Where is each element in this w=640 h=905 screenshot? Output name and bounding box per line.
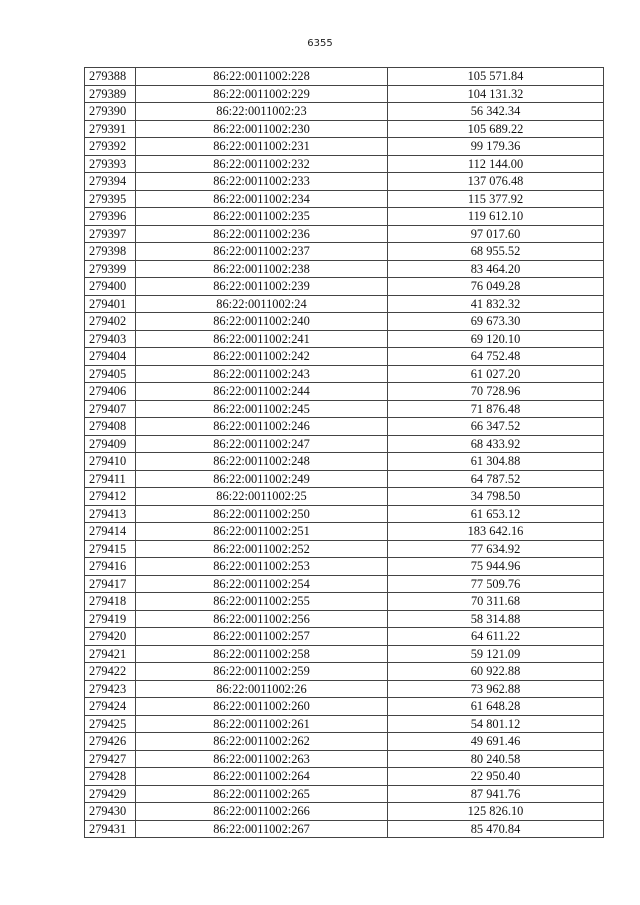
cadastral-value-cell: 87 941.76 xyxy=(388,785,604,803)
cadastral-number-cell: 86:22:0011002:230 xyxy=(136,120,388,138)
row-number-cell: 279400 xyxy=(85,278,136,296)
cadastral-number-cell: 86:22:0011002:241 xyxy=(136,330,388,348)
row-number-cell: 279392 xyxy=(85,138,136,156)
cadastral-number-cell: 86:22:0011002:251 xyxy=(136,523,388,541)
row-number-cell: 279406 xyxy=(85,383,136,401)
cadastral-value-cell: 77 509.76 xyxy=(388,575,604,593)
table-row xyxy=(85,488,604,506)
cadastral-value-cell: 73 962.88 xyxy=(388,680,604,698)
cadastral-value-cell: 61 648.28 xyxy=(388,698,604,716)
cadastral-number-cell: 86:22:0011002:262 xyxy=(136,733,388,751)
cadastral-value-cell: 59 121.09 xyxy=(388,645,604,663)
row-number-cell: 279427 xyxy=(85,750,136,768)
cadastral-number-cell: 86:22:0011002:261 xyxy=(136,715,388,733)
cadastral-value-cell: 69 120.10 xyxy=(388,330,604,348)
row-number-cell: 279430 xyxy=(85,803,136,821)
cadastral-number-cell: 86:22:0011002:245 xyxy=(136,400,388,418)
row-number-cell: 279424 xyxy=(85,698,136,716)
table-row xyxy=(85,348,604,366)
cadastral-value-cell: 115 377.92 xyxy=(388,190,604,208)
row-number-cell: 279421 xyxy=(85,645,136,663)
cadastral-value-cell: 68 955.52 xyxy=(388,243,604,261)
cadastral-value-cell: 76 049.28 xyxy=(388,278,604,296)
cadastral-number-cell: 86:22:0011002:229 xyxy=(136,85,388,103)
cadastral-number-cell: 86:22:0011002:244 xyxy=(136,383,388,401)
row-number-cell: 279407 xyxy=(85,400,136,418)
row-number-cell: 279398 xyxy=(85,243,136,261)
table-row xyxy=(85,803,604,821)
table-row xyxy=(85,260,604,278)
cadastral-value-cell: 80 240.58 xyxy=(388,750,604,768)
cadastral-number-cell: 86:22:0011002:23 xyxy=(136,103,388,121)
row-number-cell: 279410 xyxy=(85,453,136,471)
cadastral-number-cell: 86:22:0011002:26 xyxy=(136,680,388,698)
cadastral-number-cell: 86:22:0011002:266 xyxy=(136,803,388,821)
table-row xyxy=(85,820,604,838)
table-row xyxy=(85,698,604,716)
row-number-cell: 279413 xyxy=(85,505,136,523)
cadastral-number-cell: 86:22:0011002:254 xyxy=(136,575,388,593)
row-number-cell: 279394 xyxy=(85,173,136,191)
table-row xyxy=(85,663,604,681)
cadastral-number-cell: 86:22:0011002:24 xyxy=(136,295,388,313)
cadastral-value-cell: 119 612.10 xyxy=(388,208,604,226)
table-row xyxy=(85,225,604,243)
table-row xyxy=(85,453,604,471)
row-number-cell: 279414 xyxy=(85,523,136,541)
row-number-cell: 279403 xyxy=(85,330,136,348)
cadastral-number-cell: 86:22:0011002:233 xyxy=(136,173,388,191)
table-row xyxy=(85,540,604,558)
table-row xyxy=(85,155,604,173)
row-number-cell: 279431 xyxy=(85,820,136,838)
cadastral-value-cell: 66 347.52 xyxy=(388,418,604,436)
cadastral-number-cell: 86:22:0011002:242 xyxy=(136,348,388,366)
row-number-cell: 279422 xyxy=(85,663,136,681)
cadastral-number-cell: 86:22:0011002:239 xyxy=(136,278,388,296)
row-number-cell: 279397 xyxy=(85,225,136,243)
cadastral-value-cell: 61 653.12 xyxy=(388,505,604,523)
table-row xyxy=(85,208,604,226)
table-row xyxy=(85,400,604,418)
table-row xyxy=(85,610,604,628)
row-number-cell: 279416 xyxy=(85,558,136,576)
table-row xyxy=(85,120,604,138)
cadastral-number-cell: 86:22:0011002:234 xyxy=(136,190,388,208)
cadastral-number-cell: 86:22:0011002:236 xyxy=(136,225,388,243)
table-row xyxy=(85,173,604,191)
row-number-cell: 279404 xyxy=(85,348,136,366)
cadastral-value-cell: 105 689.22 xyxy=(388,120,604,138)
cadastral-number-cell: 86:22:0011002:253 xyxy=(136,558,388,576)
cadastral-number-cell: 86:22:0011002:231 xyxy=(136,138,388,156)
cadastral-value-cell: 104 131.32 xyxy=(388,85,604,103)
table-row xyxy=(85,680,604,698)
row-number-cell: 279388 xyxy=(85,68,136,86)
cadastral-number-cell: 86:22:0011002:240 xyxy=(136,313,388,331)
cadastral-value-cell: 105 571.84 xyxy=(388,68,604,86)
cadastral-number-cell: 86:22:0011002:260 xyxy=(136,698,388,716)
cadastral-value-cell: 58 314.88 xyxy=(388,610,604,628)
table-body xyxy=(85,68,604,838)
table-row xyxy=(85,523,604,541)
cadastral-value-cell: 41 832.32 xyxy=(388,295,604,313)
cadastral-value-table xyxy=(84,67,604,838)
row-number-cell: 279396 xyxy=(85,208,136,226)
cadastral-value-cell: 137 076.48 xyxy=(388,173,604,191)
cadastral-number-cell: 86:22:0011002:235 xyxy=(136,208,388,226)
cadastral-value-cell: 34 798.50 xyxy=(388,488,604,506)
cadastral-value-cell: 112 144.00 xyxy=(388,155,604,173)
cadastral-number-cell: 86:22:0011002:232 xyxy=(136,155,388,173)
table-row xyxy=(85,103,604,121)
cadastral-value-cell: 70 728.96 xyxy=(388,383,604,401)
table-row xyxy=(85,470,604,488)
cadastral-number-cell: 86:22:0011002:246 xyxy=(136,418,388,436)
row-number-cell: 279391 xyxy=(85,120,136,138)
table-row xyxy=(85,435,604,453)
cadastral-number-cell: 86:22:0011002:257 xyxy=(136,628,388,646)
cadastral-number-cell: 86:22:0011002:258 xyxy=(136,645,388,663)
cadastral-value-cell: 97 017.60 xyxy=(388,225,604,243)
table-row xyxy=(85,628,604,646)
cadastral-value-cell: 56 342.34 xyxy=(388,103,604,121)
table-row xyxy=(85,768,604,786)
cadastral-number-cell: 86:22:0011002:243 xyxy=(136,365,388,383)
row-number-cell: 279429 xyxy=(85,785,136,803)
cadastral-value-cell: 60 922.88 xyxy=(388,663,604,681)
table-row xyxy=(85,330,604,348)
table-row xyxy=(85,593,604,611)
cadastral-number-cell: 86:22:0011002:247 xyxy=(136,435,388,453)
cadastral-number-cell: 86:22:0011002:238 xyxy=(136,260,388,278)
cadastral-value-cell: 61 304.88 xyxy=(388,453,604,471)
row-number-cell: 279402 xyxy=(85,313,136,331)
row-number-cell: 279389 xyxy=(85,85,136,103)
row-number-cell: 279401 xyxy=(85,295,136,313)
cadastral-value-cell: 64 752.48 xyxy=(388,348,604,366)
cadastral-value-cell: 22 950.40 xyxy=(388,768,604,786)
cadastral-number-cell: 86:22:0011002:248 xyxy=(136,453,388,471)
row-number-cell: 279418 xyxy=(85,593,136,611)
table-row xyxy=(85,295,604,313)
cadastral-value-cell: 183 642.16 xyxy=(388,523,604,541)
cadastral-value-cell: 77 634.92 xyxy=(388,540,604,558)
table-row xyxy=(85,785,604,803)
row-number-cell: 279419 xyxy=(85,610,136,628)
cadastral-value-cell: 85 470.84 xyxy=(388,820,604,838)
cadastral-number-cell: 86:22:0011002:237 xyxy=(136,243,388,261)
cadastral-number-cell: 86:22:0011002:252 xyxy=(136,540,388,558)
table-row xyxy=(85,313,604,331)
cadastral-value-cell: 71 876.48 xyxy=(388,400,604,418)
cadastral-value-cell: 99 179.36 xyxy=(388,138,604,156)
table-row xyxy=(85,418,604,436)
table-row xyxy=(85,733,604,751)
table-row xyxy=(85,278,604,296)
row-number-cell: 279423 xyxy=(85,680,136,698)
cadastral-value-cell: 64 611.22 xyxy=(388,628,604,646)
row-number-cell: 279425 xyxy=(85,715,136,733)
cadastral-value-cell: 83 464.20 xyxy=(388,260,604,278)
table-row xyxy=(85,85,604,103)
table-row xyxy=(85,365,604,383)
table-row xyxy=(85,68,604,86)
table-row xyxy=(85,505,604,523)
table-row xyxy=(85,383,604,401)
page-number: 6355 xyxy=(307,38,333,49)
cadastral-value-cell: 75 944.96 xyxy=(388,558,604,576)
row-number-cell: 279426 xyxy=(85,733,136,751)
row-number-cell: 279393 xyxy=(85,155,136,173)
table-row xyxy=(85,190,604,208)
table-row xyxy=(85,715,604,733)
table-row xyxy=(85,750,604,768)
cadastral-value-cell: 69 673.30 xyxy=(388,313,604,331)
table-row xyxy=(85,138,604,156)
row-number-cell: 279420 xyxy=(85,628,136,646)
row-number-cell: 279428 xyxy=(85,768,136,786)
cadastral-number-cell: 86:22:0011002:264 xyxy=(136,768,388,786)
cadastral-value-cell: 125 826.10 xyxy=(388,803,604,821)
cadastral-number-cell: 86:22:0011002:267 xyxy=(136,820,388,838)
cadastral-number-cell: 86:22:0011002:228 xyxy=(136,68,388,86)
row-number-cell: 279395 xyxy=(85,190,136,208)
cadastral-value-cell: 49 691.46 xyxy=(388,733,604,751)
row-number-cell: 279412 xyxy=(85,488,136,506)
table-row xyxy=(85,243,604,261)
cadastral-number-cell: 86:22:0011002:249 xyxy=(136,470,388,488)
row-number-cell: 279399 xyxy=(85,260,136,278)
table-row xyxy=(85,645,604,663)
cadastral-number-cell: 86:22:0011002:263 xyxy=(136,750,388,768)
cadastral-number-cell: 86:22:0011002:259 xyxy=(136,663,388,681)
row-number-cell: 279417 xyxy=(85,575,136,593)
cadastral-number-cell: 86:22:0011002:250 xyxy=(136,505,388,523)
table-row xyxy=(85,558,604,576)
cadastral-value-cell: 54 801.12 xyxy=(388,715,604,733)
cadastral-value-cell: 68 433.92 xyxy=(388,435,604,453)
row-number-cell: 279390 xyxy=(85,103,136,121)
cadastral-number-cell: 86:22:0011002:256 xyxy=(136,610,388,628)
cadastral-value-cell: 70 311.68 xyxy=(388,593,604,611)
cadastral-number-cell: 86:22:0011002:255 xyxy=(136,593,388,611)
row-number-cell: 279411 xyxy=(85,470,136,488)
row-number-cell: 279409 xyxy=(85,435,136,453)
row-number-cell: 279408 xyxy=(85,418,136,436)
table-row xyxy=(85,575,604,593)
row-number-cell: 279415 xyxy=(85,540,136,558)
cadastral-value-cell: 64 787.52 xyxy=(388,470,604,488)
cadastral-value-cell: 61 027.20 xyxy=(388,365,604,383)
cadastral-number-cell: 86:22:0011002:265 xyxy=(136,785,388,803)
row-number-cell: 279405 xyxy=(85,365,136,383)
cadastral-number-cell: 86:22:0011002:25 xyxy=(136,488,388,506)
